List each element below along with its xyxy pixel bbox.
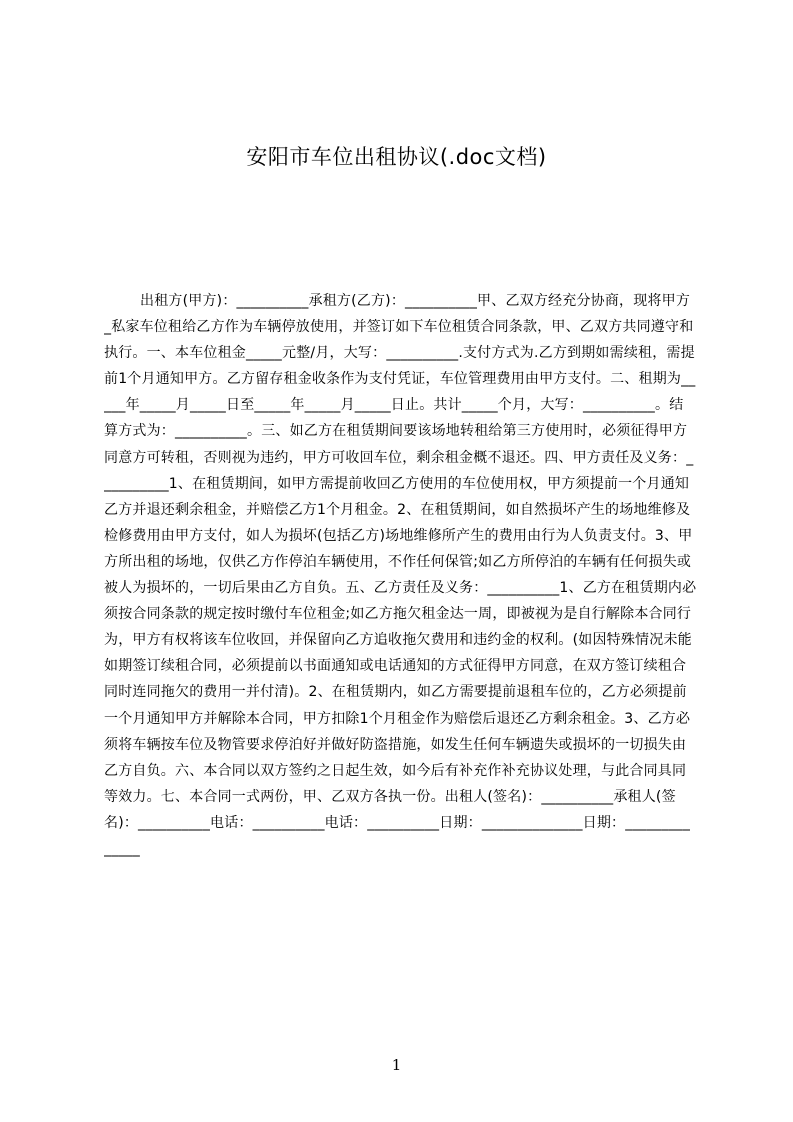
- document-title: 安阳市车位出租协议(.doc文档): [246, 145, 547, 169]
- agreement-body-text: 出租方(甲方)：__________承租方(乙方)：__________甲、乙双方经充分协商，现将甲方_私家车位租给乙方作为车辆停放使用，并签订如下车位租赁合同条款，甲、乙双方共同遵守和执行。一、本车位租金_____元整/月，大写：__________.支付方式为.乙方到期如需续租，需提前1个月通知甲方。乙方留存租金收条作为支付凭证，车位管理费用由甲方支付。二、租期为_____年_____月_____日至_____年_____月_____日止。共计_____个月，大写：__________。结算方式为：__________。三、如乙方在租赁期间要该场地转租给第三方使用时，必须征得甲方同意方可转租，否则视为违约，甲方可收回车位，剩余租金概不退还。四、甲方责任及义务：__________1、在租赁期间，如甲方需提前收回乙方使用的车位使用权，甲方须提前一个月通知乙方并退还剩余租金，并赔偿乙方1个月租金。2、在租赁期间，如自然损坏产生的场地维修及检修费用由甲方支付，如人为损坏(包括乙方)场地维修所产生的费用由行为人负责支付。3、甲方所出租的场地，仅供乙方作停泊车辆使用，不作任何保管;如乙方所停泊的车辆有任何损失或被人为损坏的，一切后果由乙方自负。五、乙方责任及义务：__________1、乙方在租赁期内必须按合同条款的规定按时缴付车位租金;如乙方拖欠租金达一周，即被视为是自行解除本合同行为，甲方有权将该车位收回，并保留向乙方追收拖欠费用和违约金的权利。(如因特殊情况未能如期签订续租合同，必须提前以书面通知或电话通知的方式征得甲方同意，在双方签订续租合同时连同拖欠的费用一并付清)。2、在租赁期内，如乙方需要提前退租车位的，乙方必须提前一个月通知甲方并解除本合同，甲方扣除1个月租金作为赔偿后退还乙方剩余租金。3、乙方必须将车辆按车位及物管要求停泊好并做好防盗措施，如发生任何车辆遗失或损坏的一切损失由乙方自负。六、本合同以双方签约之日起生效，如今后有补充作补充协议处理，与此合同具同等效力。七、本合同一式两份，甲、乙双方各执一份。出租人(签名)：__________承租人(签名)：__________电话：__________电话：__________日期：______________日期：______________: [104, 293, 697, 857]
- page-number: 1: [391, 1056, 402, 1074]
